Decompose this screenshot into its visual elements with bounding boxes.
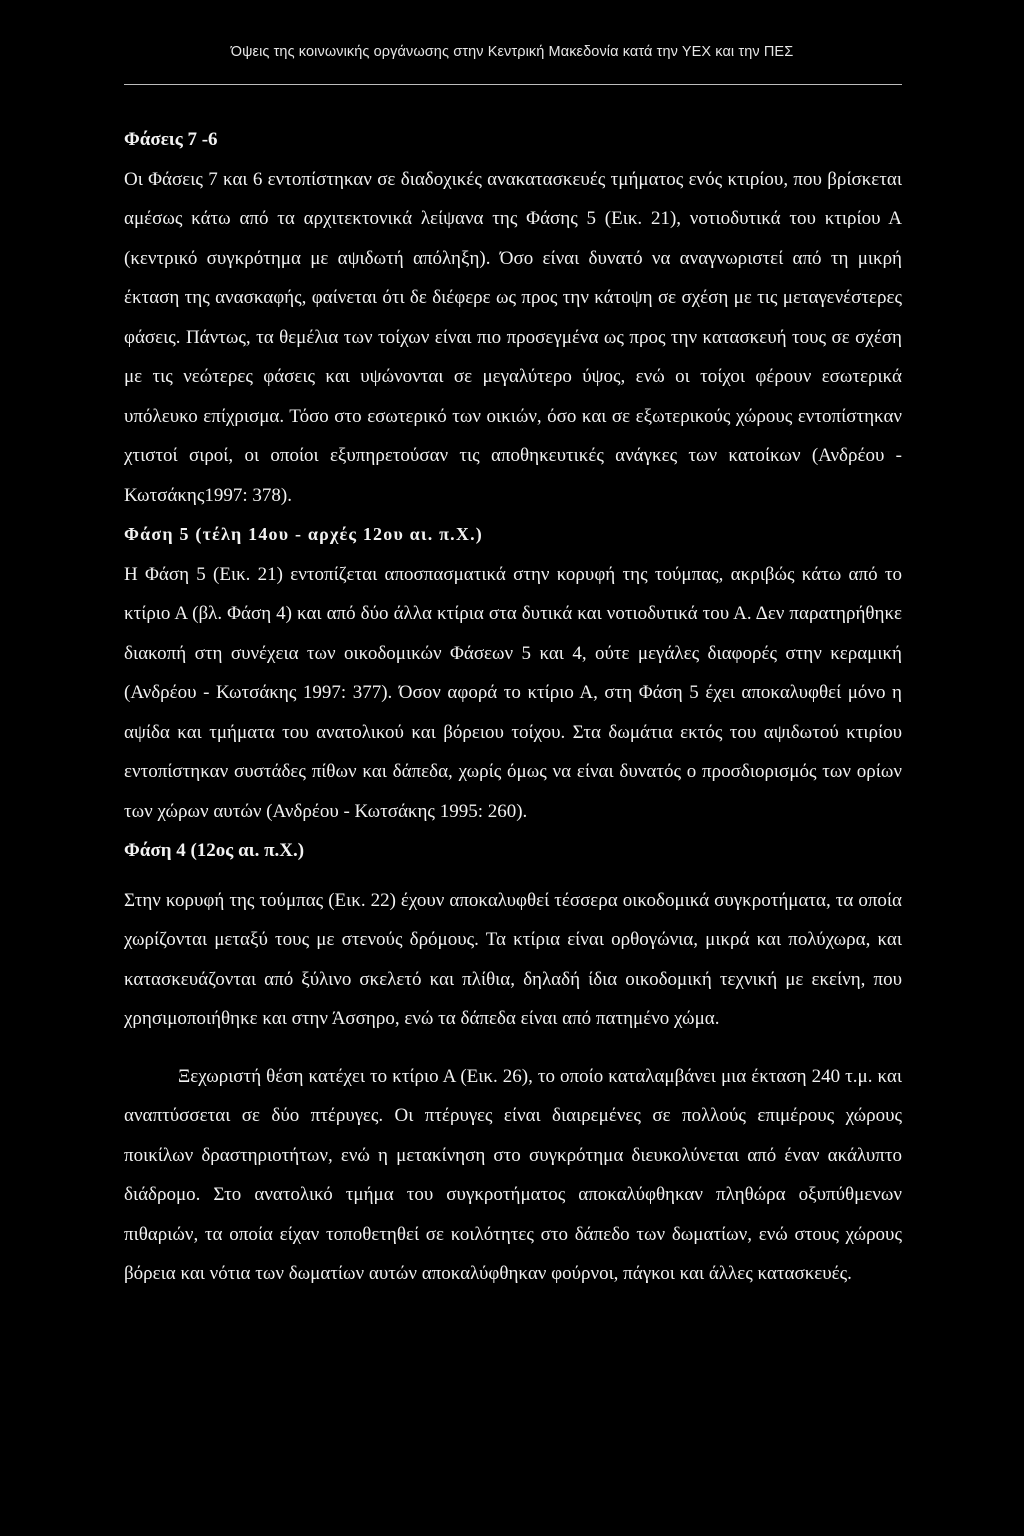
section-heading-phases-7-6: Φάσεις 7 -6 <box>124 129 218 150</box>
spacer <box>124 871 902 881</box>
spacer <box>124 1039 902 1057</box>
running-header: Όψεις της κοινωνικής οργάνωσης στην Κεντρική Μακεδονία κατά την ΥΕΧ και την ΠΕΣ <box>230 44 794 60</box>
header-divider <box>124 84 902 85</box>
paragraph-phase-4-first: Στην κορυφή της τούμπας (Εικ. 22) έχουν αποκαλυφθεί τέσσερα οικοδομικά συγκροτήματα, τα οποία χωρίζονται μεταξύ τους με στενούς δρόμους. Τα κτίρια είναι ορθογώνια, μικρά και πολύχωρα, και κατασκευάζονται από ξύλινο σκελετό και πλίθια, δηλαδή ίδια οικοδομική τεχνική με εκείνη, που χρησιμοποιήθηκε και στην Άσσηρο, ενώ τα δάπεδα είναι από πατημένο χώμα. <box>124 889 902 1029</box>
paragraph-phases-7-6: Οι Φάσεις 7 και 6 εντοπίστηκαν σε διαδοχικές ανακατασκευές τμήματος ενός κτιρίου, που βρίσκεται αμέσως κάτω από τα αρχιτεκτονικά λείψανα της Φάσης 5 (Εικ. 21), νοτιοδυτικά του κτιρίου Α (κεντρικό συγκρότημα με αψιδωτή απόληξη). Όσο είναι δυνατό να αναγνωριστεί από τη μικρή έκταση της ανασκαφής, φαίνεται ότι δε διέφερε ως προς την κάτοψη σε σχέση με τις μεταγενέστερες φάσεις. Πάντως, τα θεμέλια των τοίχων είναι πιο προσεγμένα ως προς την κατασκευή τους σε σχέση με τις νεώτερες φάσεις και υψώνονται σε μεγαλύτερο ύψος, ενώ οι τοίχοι φέρουν εσωτερικά υπόλευκο επίχρισμα. Τόσο στο εσωτερικό των οικιών, όσο και σε εξωτερικούς χώρους εντοπίστηκαν χτιστοί σιροί, οι οποίοι εξυπηρετούσαν τις αποθηκευτικές ανάγκες των κατοίκων (Ανδρέου - Κωτσάκης1997: 378). <box>124 168 902 506</box>
section-heading-phase-5: Φάση 5 (τέλη 14ου - αρχές 12ου αι. π.Χ.) <box>124 524 483 544</box>
paragraph-phase-4-second: Ξεχωριστή θέση κατέχει το κτίριο Α (Εικ. 26), το οποίο καταλαμβάνει μια έκταση 240 τ.μ. και αναπτύσσεται σε δύο πτέρυγες. Οι πτέρυγες είναι διαιρεμένες σε πολλούς επιμέρους χώρους ποικίλων δραστηριοτήτων, ενώ η μετακίνηση στο συγκρότημα διευκολύνεται από έναν ακάλυπτο διάδρομο. Στο ανατολικό τμήμα του συγκροτήματος αποκαλύφθηκαν πληθώρα οξυπύθμενων πιθαριών, τα οποία είχαν τοποθετηθεί σε κοιλότητες στο δάπεδο των δωματίων, ενώ στους χώρους βόρεια και νότια των δωματίων αυτών αποκαλύφθηκαν φούρνοι, πάγκοι και άλλες κατασκευές. <box>124 1065 902 1284</box>
paragraph-phase-5: Η Φάση 5 (Εικ. 21) εντοπίζεται αποσπασματικά στην κορυφή της τούμπας, ακριβώς κάτω από το κτίριο Α (βλ. Φάση 4) και από δύο άλλα κτίρια στα δυτικά και νοτιοδυτικά του Α. Δεν παρατηρήθηκε διακοπή στη συνέχεια των οικοδομικών Φάσεων 5 και 4, ούτε μεγάλες διαφορές στην κεραμική (Ανδρέου - Κωτσάκης 1997: 377). Όσον αφορά το κτίριο Α, στη Φάση 5 έχει αποκαλυφθεί μόνο η αψίδα και τμήματα του ανατολικού και βόρειου τοίχου. Στα δωμάτια εκτός του αψιδωτού κτιρίου εντοπίστηκαν συστάδες πίθων και δάπεδα, χωρίς όμως να είναι δυνατός ο προσδιορισμός των ορίων των χώρων αυτών (Ανδρέου - Κωτσάκης 1995: 260). <box>124 563 902 822</box>
section-heading-phase-4: Φάση 4 (12ος αι. π.Χ.) <box>124 840 305 861</box>
body-text <box>124 120 902 1294</box>
